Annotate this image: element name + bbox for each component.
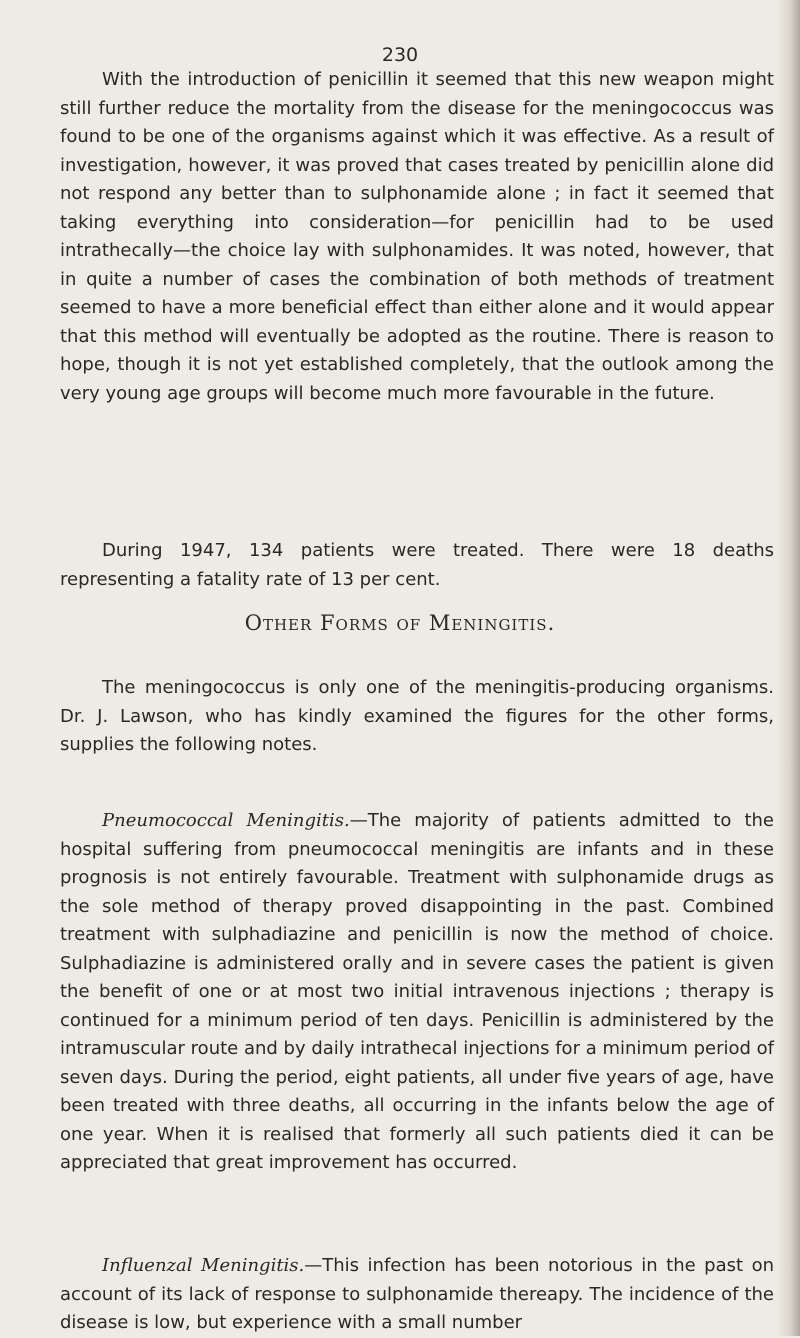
paragraph-1947-statistics [60, 537, 774, 594]
paragraph-penicillin [60, 66, 774, 408]
paragraph-other-organisms-text: The meningococcus is only one of the meningitis-producing organisms. Dr. J. Lawson, who has kindly examined the figures for the other forms, supplies the following notes. [60, 677, 774, 755]
influenzal-run-in-title: Influenzal Meningitis. [102, 1255, 305, 1276]
pneumococcal-body: —The majority of patients admitted to the hospital suffering from pneumococcal meningitis are infants and in these prognosis is not entirely favourable. Treatment with sulphonamide drugs as the sole method of therapy proved disappointing in the past. Combined treatment with sulphadiazine and penicillin is now the method of choice. Sulphadiazine is administered orally and in severe cases the patient is given the benefit of one or at most two initial intravenous injections ; therapy is continued for a minimum period of ten days. Penicillin is administered by the intramuscular route and by daily intrathecal injections for a minimum period of seven days. During the period, eight patients, all under five years of age, have been treated with three deaths, all occurring in the infants below the age of one year. When it is realised that formerly all such patients died it can be appreciated that great improvement has occurred. [60, 810, 774, 1173]
paragraph-1947-statistics-text: During 1947, 134 patients were treated. There were 18 deaths representing a fatality rate of 13 per cent. [60, 540, 774, 590]
paragraph-influenzal-meningitis [60, 1252, 774, 1338]
paragraph-other-organisms [60, 674, 774, 760]
paragraph-pneumococcal-meningitis [60, 807, 774, 1178]
page-number: 230 [381, 44, 419, 66]
section-heading: Other Forms of Meningitis. [244, 611, 556, 635]
paragraph-penicillin-text: With the introduction of penicillin it seemed that this new weapon might still further reduce the mortality from the disease for the meningococcus was found to be one of the organisms against which it was effective. As a result of investigation, however, it was proved that cases treated by penicillin alone did not respond any better than to sulphonamide alone ; in fact it seemed that taking everything into consideration—for penicillin had to be used intrathecally—the choice lay with sulphonamides. It was noted, however, that in quite a number of cases the combination of both methods of treatment seemed to have a more beneficial effect than either alone and it would appear that this method will eventually be adopted as the routine. There is reason to hope, though it is not yet established completely, that the outlook among the very young age groups will become much more favourable in the future. [60, 69, 774, 404]
page-edge-shadow [778, 0, 800, 1336]
influenzal-body: —This infection has been notorious in the past on account of its lack of response to sulphonamide thereapy. The incidence of the disease is low, but experience with a small number [60, 1255, 774, 1333]
pneumococcal-run-in-title: Pneumococcal Meningitis. [102, 810, 350, 831]
